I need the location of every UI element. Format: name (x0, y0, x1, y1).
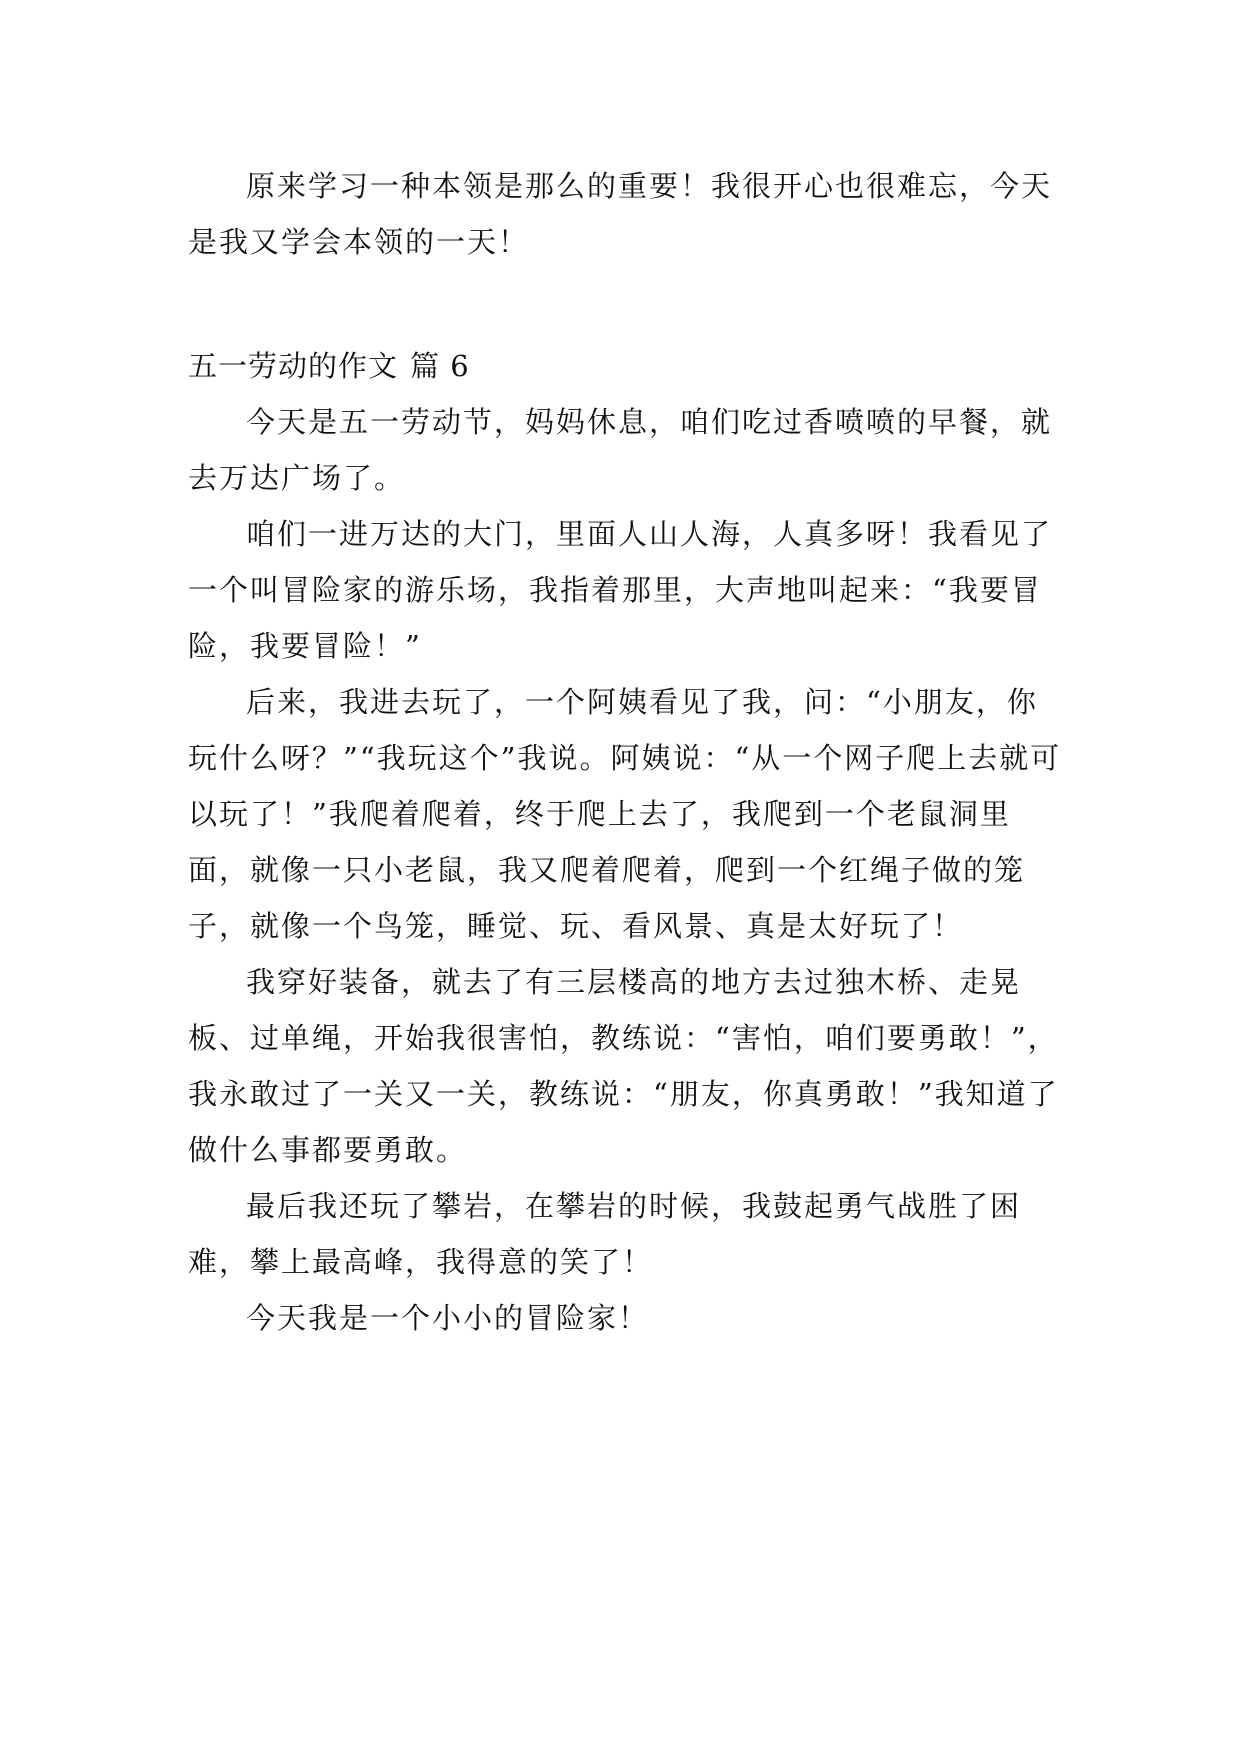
section-number: 篇 6 (410, 349, 470, 383)
essay-paragraph-5: 最后我还玩了攀岩，在攀岩的时候，我鼓起勇气战胜了困难，攀上最高峰，我得意的笑了！ (188, 1189, 1022, 1279)
essay-paragraph-2: 咱们一进万达的大门，里面人山人海，人真多呀！我看见了一个叫冒险家的游乐场，我指着那里，大声地叫起来：“我要冒险，我要冒险！” (188, 517, 1053, 663)
section-heading (188, 338, 470, 394)
essay-paragraph-1: 今天是五一劳动节，妈妈休息，咱们吃过香喷喷的早餐，就去万达广场了。 (188, 405, 1053, 495)
intro-paragraph: 原来学习一种本领是那么的重要！我很开心也很难忘，今天是我又学会本领的一天！ (188, 169, 1053, 259)
section-title: 五一劳动的作文 (188, 349, 399, 383)
essay-paragraph-6: 今天我是一个小小的冒险家！ (246, 1301, 650, 1335)
essay-body (188, 394, 1068, 1346)
intro-block (188, 158, 1068, 270)
essay-paragraph-3: 后来，我进去玩了，一个阿姨看见了我，问：“小朋友，你玩什么呀？”“我玩这个”我说。阿姨说：“从一个网子爬上去就可以玩了！”我爬着爬着，终于爬上去了，我爬到一个老鼠洞里面，就像一只小老鼠，我又爬着爬着，爬到一个红绳子做的笼子，就像一个鸟笼，睡觉、玩、看风景、真是太好玩了！ (188, 685, 1062, 943)
essay-paragraph-4: 我穿好装备，就去了有三层楼高的地方去过独木桥、走晃板、过单绳，开始我很害怕，教练说：“害怕，咱们要勇敢！”，我永敢过了一关又一关，教练说：“朋友，你真勇敢！”我知道了做什么事都要勇敢。 (188, 965, 1059, 1167)
